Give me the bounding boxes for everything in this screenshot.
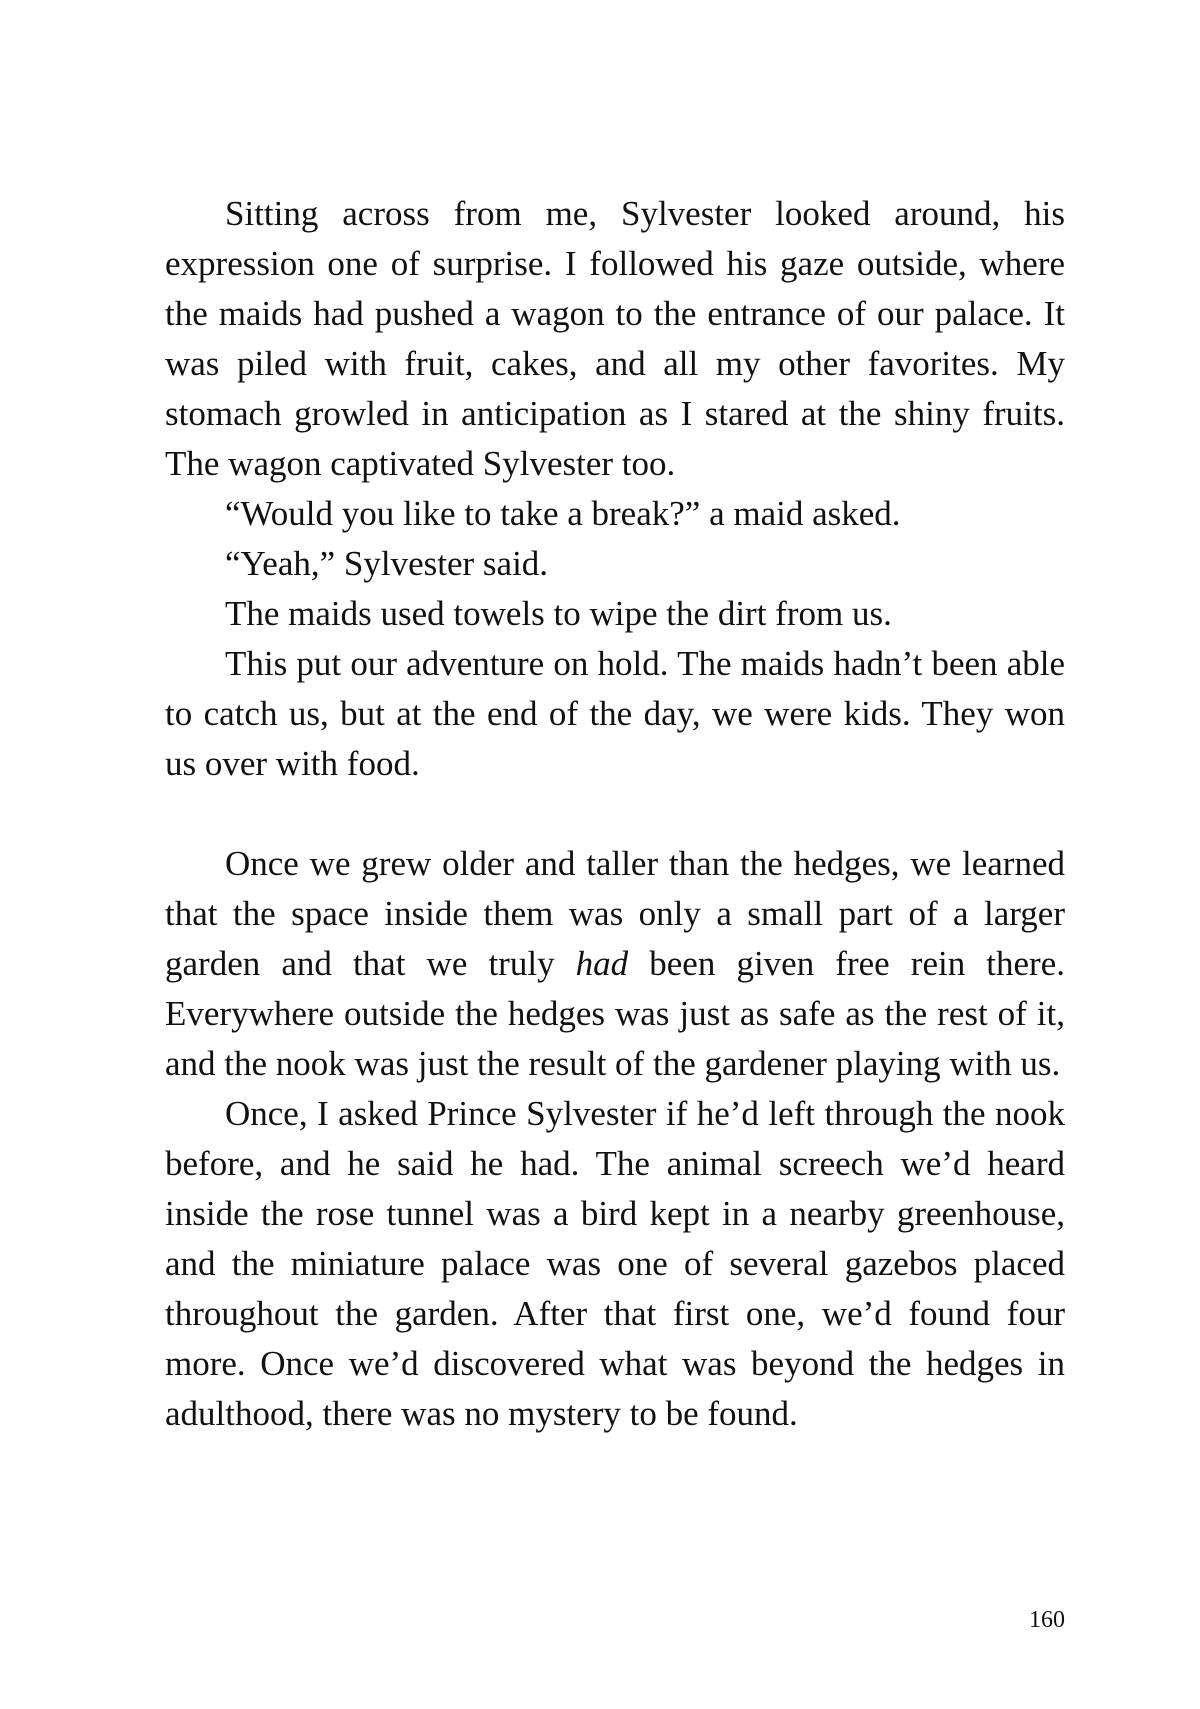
paragraph-6-emphasis: had (575, 944, 629, 983)
page-number: 160 (1029, 1607, 1065, 1633)
paragraph-2: “Would you like to take a break?” a maid asked. (225, 494, 901, 533)
paragraph-7: Once, I asked Prince Sylvester if he’d left through the nook before, and he said he had. The animal screech we’d heard inside the rose tunnel was a bird kept in a nearby greenhouse, and the miniature palace was one of several gazebos placed throughout the garden. After that first one, we’d found four more. Once we’d discovered what was beyond the hedges in adulthood, there was no mystery to be found. (165, 1094, 1065, 1433)
paragraph-6-start: Once we grew older and taller than the hedges, we learned that the space inside them was only a small part of a larger garden and that we truly (165, 844, 1065, 983)
paragraph-4: The maids used towels to wipe the dirt from us. (225, 594, 892, 633)
paragraph-3: “Yeah,” Sylvester said. (225, 544, 549, 583)
paragraph-6-end: been given free rein there. Everywhere outside the hedges was just as safe as the rest of it, and the nook was just the result of the gardener playing with us. (165, 944, 1066, 1083)
paragraph-5: This put our adventure on hold. The maids hadn’t been able to catch us, but at the end of the day, we were kids. They won us over with food. (165, 644, 1065, 783)
paragraph-1: Sitting across from me, Sylvester looked around, his expression one of surprise. I followed his gaze outside, where the maids had pushed a wagon to the entrance of our palace. It was piled with fruit, cakes, and all my other favorites. My stomach growled in anticipation as I stared at the shiny fruits. The wagon captivated Sylvester too. (165, 194, 1065, 483)
paragraph-6 (165, 839, 1065, 1089)
body-text (165, 189, 1065, 1439)
